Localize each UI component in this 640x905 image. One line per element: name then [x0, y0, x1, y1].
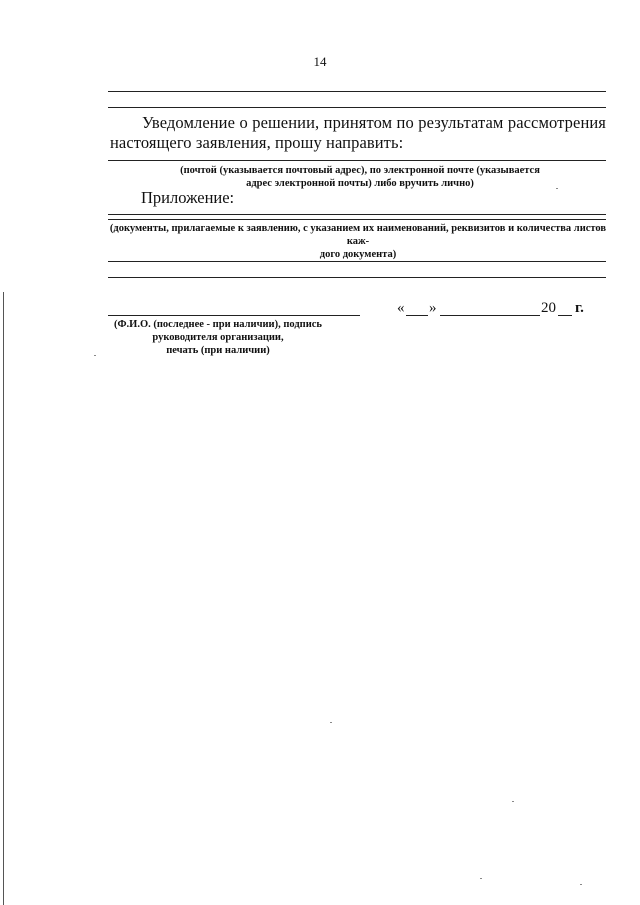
signature-line[interactable]: [108, 315, 360, 316]
scan-speck: [580, 884, 582, 885]
scan-speck: [480, 878, 482, 879]
documents-hint: [108, 222, 608, 261]
top-rule-2: [108, 107, 606, 108]
date-year-blank[interactable]: [558, 315, 572, 316]
scan-speck: [512, 801, 514, 802]
notification-paragraph: Уведомление о решении, принятом по результатам рассмотрения настоящего заявления, прошу направить:: [110, 113, 606, 152]
date-open-quote: «: [397, 300, 405, 316]
signature-hint-line2: руководителя организации,: [152, 332, 284, 343]
date-year-suffix: г.: [575, 300, 584, 316]
delivery-hint-line2: адрес электронной почты) либо вручить лично): [246, 178, 474, 189]
attachment-title: Приложение:: [141, 188, 235, 207]
scan-speck: [556, 188, 558, 189]
documents-hint-line1: (документы, прилагаемые к заявлению, с указанием их наименований, реквизитов и количества листов каж-: [109, 223, 607, 247]
signature-hint-line3: печать (при наличии): [166, 345, 270, 356]
signature-hint: [108, 318, 328, 357]
date-day-blank[interactable]: [406, 315, 428, 316]
documents-hint-line2: дого документа): [319, 249, 397, 260]
date-close-quote: »: [429, 300, 437, 316]
documents-line-1[interactable]: [108, 261, 606, 262]
documents-line-2[interactable]: [108, 277, 606, 278]
scan-speck: [330, 722, 332, 723]
attachment-rule-1: [108, 214, 606, 215]
scan-speck: [94, 355, 96, 356]
signature-hint-line1: (Ф.И.О. (последнее - при наличии), подпись: [114, 319, 322, 330]
page-number: 14: [313, 54, 327, 69]
delivery-hint-line1: (почтой (указывается почтовый адрес), по электронной почте (указывается: [180, 165, 540, 176]
date-month-blank[interactable]: [440, 315, 540, 316]
delivery-method-line[interactable]: [108, 160, 606, 161]
scan-edge-line: [3, 292, 4, 905]
delivery-hint: [150, 164, 570, 190]
date-year-prefix: 20: [541, 300, 556, 316]
attachment-rule-2[interactable]: [108, 219, 606, 220]
top-rule-1: [108, 91, 606, 92]
